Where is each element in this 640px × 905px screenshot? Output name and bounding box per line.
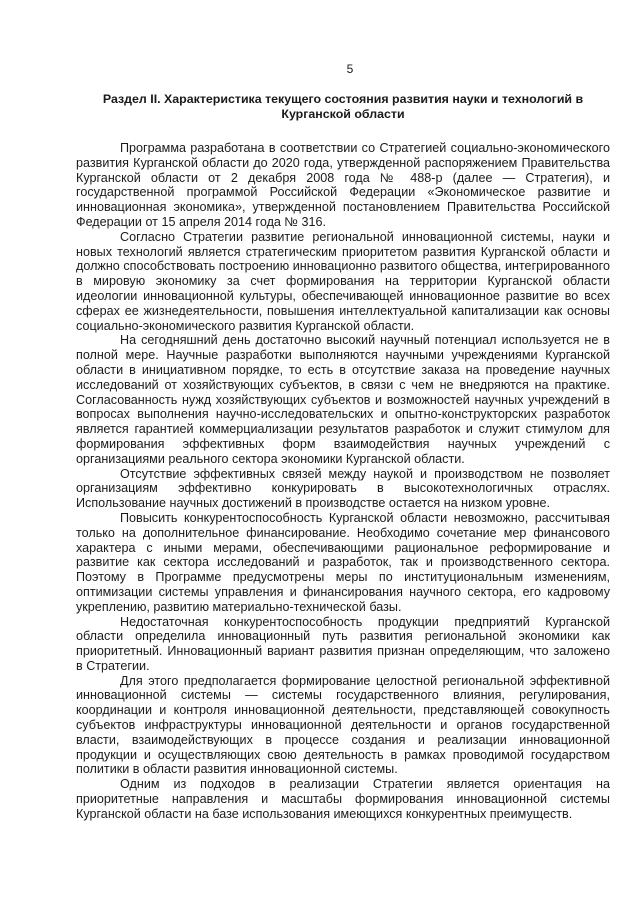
body-text <box>76 141 610 822</box>
paragraph-1: Программа разработана в соответствии со Стратегией социально-экономического развития Курганской области до 2020 года, утвержденной распоряжением Правительства Курганской области от 2 декабря 2008 года № 488-р (далее — Стратегия), и государственной программой Российской Федерации «Экономическое развитие и инновационная экономика», утвержденной постановлением Правительства Российской Федерации от 15 апреля 2014 года № 316. <box>76 141 610 229</box>
paragraph-7: Для этого предполагается формирование целостной региональной эффективной инновационной системы — системы государственного влияния, регулирования, координации и контроля инновационной деятельности, представляющей совокупность субъектов инфраструктуры инновационной деятельности и органов государственной власти, взаимодействующих в процессе создания и реализации инновационной продукции и осуществляющих свою деятельность в рамках проводимой государством политики в области развития инновационной системы. <box>76 673 610 777</box>
paragraph-3: На сегодняшний день достаточно высокий научный потенциал используется не в полной мере. Научные разработки выполняются научными учреждениями Курганской области в инициативном порядке, то есть в отсутствие заказа на проведение научных исследований от хозяйствующих субъектов, в связи с чем не внедряются на практике. Согласованность нужд хозяйствующих субъектов и возможностей научных учреждений в вопросах выполнения научно-исследовательских и опытно-конструкторских разработок является гарантией коммерциализации результатов разработок и служит стимулом для формирования эффективных форм взаимодействия научных учреждений с организациями реального сектора экономики Курганской области. <box>76 333 610 466</box>
page-number: 5 <box>346 62 354 76</box>
paragraph-2: Согласно Стратегии развитие региональной инновационной системы, науки и новых технологий является стратегическим приоритетом развития Курганской области и должно способствовать построению инновационно развитого общества, интегрированного в мировую экономику за счет формирования на территории Курганской области идеологии инновационной культуры, обеспечивающей инновационное развитие во всех сферах ее жизнедеятельности, повышения интеллектуальной капитализации как основы социально-экономического развития Курганской области. <box>76 229 610 333</box>
paragraph-4: Отсутствие эффективных связей между наукой и производством не позволяет организациям эффективно конкурировать в высокотехнологичных отраслях. Использование научных достижений в производстве остается на низком уровне. <box>76 466 610 511</box>
section-title: Раздел II. Характеристика текущего состояния развития науки и технологий в Курганской области <box>102 92 584 121</box>
paragraph-8: Одним из подходов в реализации Стратегии является ориентация на приоритетные направления и масштабы формирования инновационной системы Курганской области на базе использования имеющихся конкурентных преимуществ. <box>76 777 610 821</box>
paragraph-6: Недостаточная конкурентоспособность продукции предприятий Курганской области определила инновационный путь развития региональной экономики как приоритетный. Инновационный вариант развития признан определяющим, что заложено в Стратегии. <box>76 614 610 673</box>
paragraph-5: Повысить конкурентоспособность Курганской области невозможно, рассчитывая только на дополнительное финансирование. Необходимо сочетание мер финансового характера с иными мерами, обеспечивающими рациональное реформирование и развитие как сектора исследований и разработок, так и производственного сектора. Поэтому в Программе предусмотрены меры по институциональным изменениям, оптимизации системы управления и финансирования научного сектора, его кадровому укреплению, развитию материально-технической базы. <box>76 510 610 614</box>
